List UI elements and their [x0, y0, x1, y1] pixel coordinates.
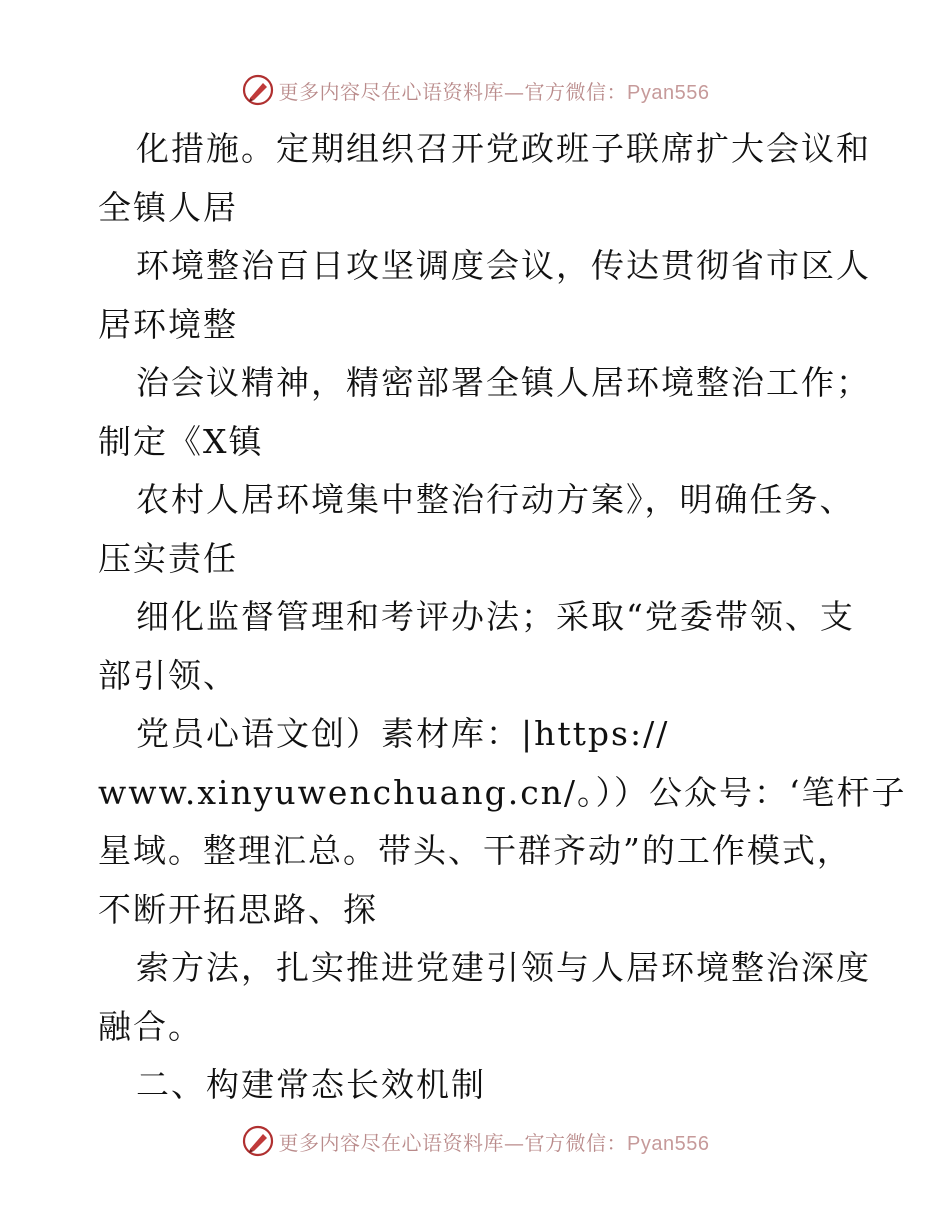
- watermark-text: 更多内容尽在心语资料库—官方微信：Pyan556: [278, 79, 710, 104]
- text-line: 化措施。定期组织召开党政班子联席扩大会议和: [136, 129, 871, 168]
- text-line: 党员心语文创）素材库：|https://: [136, 714, 670, 753]
- text-line: 治会议精神，精密部署全镇人居环境整治工作；: [136, 363, 871, 402]
- pen-logo-icon: [241, 1124, 275, 1158]
- text-line: 融合。: [98, 1006, 203, 1046]
- section-heading: 二、构建常态长效机制: [136, 1065, 486, 1104]
- text-line: 全镇人居: [98, 187, 238, 227]
- header-watermark: [0, 72, 950, 108]
- text-line: 细化监督管理和考评办法；采取“党委带领、支: [136, 597, 855, 636]
- text-line: www.xinyuwenchuang.cn/。））公众号：‘笔杆子: [98, 772, 907, 812]
- text-line: 压实责任: [98, 538, 238, 578]
- text-line: 居环境整: [98, 304, 238, 344]
- text-line: 星域。整理汇总。带头、干群齐动”的工作模式，: [98, 831, 852, 870]
- text-line: 制定《X镇: [98, 421, 264, 461]
- text-line: 农村人居环境集中整治行动方案》，明确任务、: [136, 480, 855, 519]
- pen-logo-icon: [241, 73, 275, 107]
- text-line: 部引领、: [98, 655, 238, 695]
- document-body: [98, 120, 907, 1115]
- text-line: 环境整治百日攻坚调度会议，传达贯彻省市区人: [136, 246, 871, 285]
- text-line: 索方法，扎实推进党建引领与人居环境整治深度: [136, 948, 871, 987]
- footer-watermark: [0, 1123, 950, 1159]
- watermark-text: 更多内容尽在心语资料库—官方微信：Pyan556: [278, 1130, 710, 1155]
- text-line: 不断开拓思路、探: [98, 889, 378, 929]
